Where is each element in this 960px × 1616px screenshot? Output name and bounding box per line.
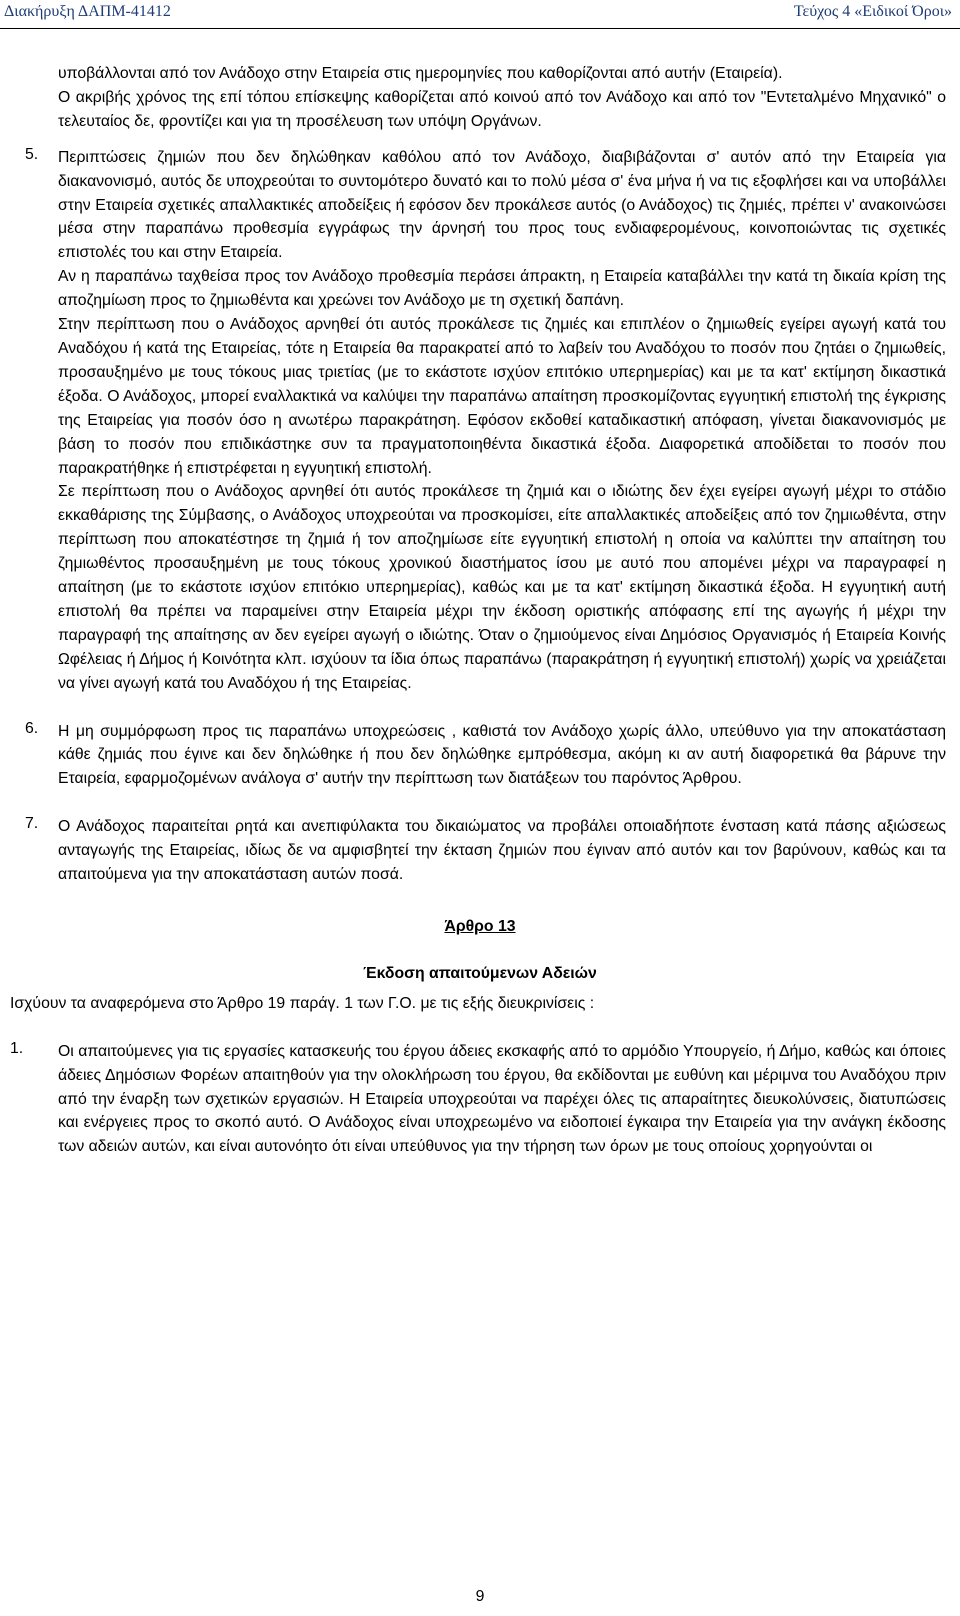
article-number xyxy=(0,915,960,939)
header-volume-title: Τεύχος 4 «Ειδικοί Όροι» xyxy=(793,3,952,20)
intro-paragraph-1: υποβάλλονται από τον Ανάδοχο στην Εταιρεία στις ημερομηνίες που καθορίζονται από αυτήν (Εταιρεία). xyxy=(58,65,783,82)
item-5-paragraph-3: Στην περίπτωση που ο Ανάδοχος αρνηθεί ότι αυτός προκάλεσε τις ζημιές και επιπλέον ο ζημιωθείς εγείρει αγωγή κατά του Αναδόχου ή κατά της Εταιρείας, τότε η Εταιρεία θα παρακρατεί από το λαβείν του Αναδόχου το ποσόν που ζητάει ο ζημιωθείς, προσαυξημένο με τους τόκους μιας τριετίας (με το εκάστοτε ισχύον επιτόκιο υπερημερίας) και με τα κατ' εκτίμηση δικαστικά έξοδα. Ο Ανάδοχος, μπορεί εναλλακτικά να καλύψει την παραπάνω απαίτηση προσκομίζοντας εγγυητική επιστολή της έγκρισης της Εταιρείας για ποσόν όσο η ανωτέρω παρακράτηση. Εφόσον εκδοθεί καταδικαστική απόφαση, γίνεται διακανονισμός με βάση το ποσόν που επιδικάστηκε συν τα πραγματοποιηθέντα δικαστικά έξοδα. Διαφορετικά αποδίδεται το ποσόν που παρακρατήθηκε ή επιστρέφεται η εγγυητική επιστολή. xyxy=(58,316,946,477)
item-5-paragraph-4: Σε περίπτωση που ο Ανάδοχος αρνηθεί ότι αυτός προκάλεσε τη ζημιά και ο ιδιώτης δεν έχει εγείρει αγωγή μέχρι το στάδιο εκκαθάρισης της Σύμβασης, ο Ανάδοχος υποχρεούται να προσκομίσει, είτε απαλλακτικές αποδείξεις από τον ζημιωθέντα, στην περίπτωση που αποκατέστησε τη ζημιά ή τον αποζημίωσε είτε εγγυητική επιστολή η οποία να καλύπτει την απαίτηση του ζημιωθέντος προσαυξημένη με τους τόκους χρονικού διαστήματος ίσου με αυτό που απομένει μέχρι να παραγραφεί η απαίτηση (με το εκάστοτε ισχύον επιτόκιο υπερημερίας), καθώς και με τα κατ' εκτίμηση δικαστικά έξοδα. Η εγγυητική αυτή επιστολή θα πρέπει να παραμείνει στην Εταιρεία μέχρι την έκδοση οριστικής απόφασης επί της αγωγής ή μέχρι την παραγραφή της απαίτησης αν δεν εγείρει αγωγή ο ιδιώτης. Όταν ο ζημιούμενος είναι Δημόσιος Οργανισμός ή Εταιρεία Κοινής Ωφέλειας ή Δήμος ή Κοινότητα κλπ. ισχύουν τα ίδια όπως παραπάνω (παρακράτηση ή εγγυητική επιστολή) χωρίς να χρειάζεται να γίνει αγωγή κατά του Αναδόχου ή της Εταιρείας. xyxy=(58,483,946,692)
document-body xyxy=(0,62,960,1159)
list-item-6 xyxy=(0,720,960,792)
article-intro: Ισχύουν τα αναφερόμενα στο Άρθρο 19 παράγ. 1 των Γ.Ο. με τις εξής διευκρινίσεις : xyxy=(10,994,595,1012)
list-item-number: 6. xyxy=(25,719,39,737)
list-item-number: 7. xyxy=(25,815,39,833)
intro-paragraph-2: Ο ακριβής χρόνος της επί τόπου επίσκεψης καθορίζεται από κοινού από τον Ανάδοχο και από τον "Εντεταλμένο Μηχανικό" ο τελευταίος δε, φροντίζει και για τη προσέλευση των υπόψη Οργάνων. xyxy=(58,88,946,130)
item-7-paragraph-1: Ο Ανάδοχος παραιτείται ρητά και ανεπιφύλακτα του δικαιώματος να προβάλει οποιαδήποτε ένσταση κατά πάσης αξιώσεως ανταγωγής της Εταιρείας, ιδίως δε να αμφισβητεί την έκταση ζημιών που έγιναν από αυτόν και τον βαρύνουν, καθώς και τα απαιτούμενα για την αποκατάσταση αυτών ποσά. xyxy=(58,818,946,884)
item-6-paragraph-1: Η μη συμμόρφωση προς τις παραπάνω υποχρεώσεις , καθιστά τον Ανάδοχο χωρίς άλλο, υπεύθυνο για την αποκατάσταση κάθε ζημιάς που έγινε και δεν δηλώθηκε ή που δεν δηλώθηκε εμπρόθεσμα, ακόμη κι αν αυτή διαφορετικά θα βάρυνε την Εταιρεία, εφαρμοζομένων ανάλογα σ' αυτήν την περίπτωση των διατάξεων του παρόντος Άρθρου. xyxy=(58,722,946,788)
list-item-number: 5. xyxy=(25,145,39,163)
list-item-7 xyxy=(0,815,960,887)
article-number-text: Άρθρο 13 xyxy=(444,918,516,935)
header-document-id: Διακήρυξη ΔΑΠΜ-41412 xyxy=(4,3,171,20)
item-5-paragraph-2: Αν η παραπάνω ταχθείσα προς τον Ανάδοχο προθεσμία περάσει άπρακτη, η Εταιρεία καταβάλλει την κατά τη δικαία κρίση της αποζημίωση προς το ζημιωθέντα και χρεώνει τον Ανάδοχο με τη σχετική δαπάνη. xyxy=(58,268,946,310)
article-list-item-1 xyxy=(0,1040,960,1160)
article-title: Έκδοση απαιτούμενων Αδειών xyxy=(363,964,597,982)
list-item-number: 1. xyxy=(10,1039,24,1057)
page-header xyxy=(0,0,960,29)
item-5-paragraph-1: Περιπτώσεις ζημιών που δεν δηλώθηκαν καθόλου από τον Ανάδοχο, διαβιβάζονται σ' αυτόν από την Εταιρεία για διακανονισμό, αυτός δε υποχρεούται το συντομότερο δυνατό και το πολύ μέσα σ' ένα μήνα ή να τις εξοφλήσει και να υποβάλλει στην Εταιρεία σχετικές απαλλακτικές αποδείξεις ή εφόσον δεν προκάλεσε αυτός (ο Ανάδοχος) τις ζημιές, πρέπει ν' ανακοινώσει μέσα στην παραπάνω προθεσμία εγγράφως την άρνησή του προς τους ενδιαφερομένους, κοινοποιώντας τις σχετικές επιστολές του και στην Εταιρεία. xyxy=(58,148,946,262)
page-number: 9 xyxy=(475,1588,485,1605)
article-item-1-text: Οι απαιτούμενες για τις εργασίες κατασκευής του έργου άδειες εκσκαφής από το αρμόδιο Υπουργείο, ή Δήμο, καθώς και όποιες άδειες Δημόσιων Φορέων απαιτηθούν για την ολοκλήρωση του έργου, θα εκδίδονται με ευθύνη και μέριμνα του Αναδόχου πριν από την έναρξη των σχετικών εργασιών. Η Εταιρεία υποχρεούται να παρέχει όλες τις απαραίτητες διευκολύνσεις, διατυπώσεις και ενέργειες προς το σκοπό αυτό. Ο Ανάδοχος είναι υποχρεωμένο να ειδοποιεί έγκαιρα την Εταιρεία για την ανάγκη έκδοσης των αδειών αυτών, και είναι αυτονόητο ότι είναι υπεύθυνος για την τήρηση των όρων με τους οποίους χορηγούνται οι xyxy=(58,1042,946,1156)
list-item-5 xyxy=(0,146,960,696)
